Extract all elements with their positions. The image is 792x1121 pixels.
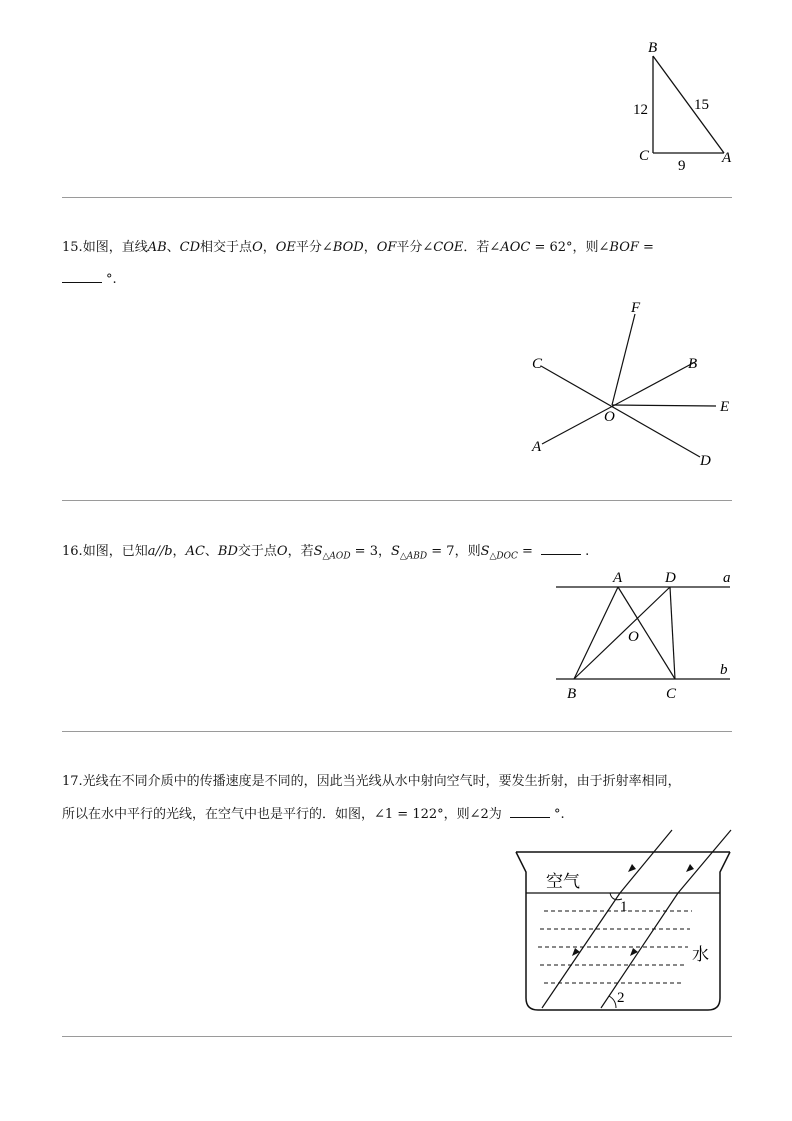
q17-label-angle1: 1 bbox=[620, 899, 628, 915]
q15-degree-tail: °. bbox=[106, 272, 117, 287]
q15-text: = bbox=[638, 240, 654, 255]
q17-water-dashes bbox=[538, 911, 692, 983]
q15-text: 如图，直线 bbox=[82, 240, 148, 255]
q17-angle2-arc bbox=[609, 996, 616, 1008]
q14-length-ca: 9 bbox=[678, 158, 686, 174]
q16-text: = bbox=[517, 544, 533, 559]
q15-label-E: E bbox=[720, 399, 730, 415]
q16-var: S bbox=[313, 544, 323, 559]
q16-var: AC bbox=[185, 544, 205, 559]
q17-question-line1: 17.光线在不同介质中的传播速度是不同的，因此当光线从水中射向空气时，要发生折射，由于折射率相同， bbox=[62, 774, 681, 789]
q15-var: OE bbox=[275, 240, 296, 255]
q16-text: ， bbox=[172, 544, 186, 559]
q17-text: 所以在水中平行的光线，在空气中也是平行的．如图，∠1 = 122°，则∠2为 bbox=[62, 807, 502, 822]
q14-label-A: A bbox=[722, 150, 732, 166]
q16-var: O bbox=[276, 544, 288, 559]
q16-subscript: △ABD bbox=[399, 551, 428, 562]
q15-var: BOD bbox=[332, 240, 364, 255]
q16-text: = 7，则 bbox=[427, 544, 481, 559]
q16-label-a: a bbox=[723, 570, 731, 586]
q14-label-C: C bbox=[639, 148, 650, 164]
q14-label-B: B bbox=[648, 40, 658, 56]
q14-triangle bbox=[653, 56, 724, 153]
q15-var: AB bbox=[147, 240, 167, 255]
q16-var: S bbox=[390, 544, 400, 559]
q15-label-D: D bbox=[700, 453, 711, 469]
q15-answer-blank[interactable] bbox=[62, 270, 102, 283]
q15-question-text bbox=[62, 239, 654, 257]
q15-var: OF bbox=[376, 240, 397, 255]
q16-label-B: B bbox=[567, 686, 577, 702]
q15-var: O bbox=[252, 240, 263, 255]
q17-question-line2 bbox=[62, 805, 565, 824]
q15-lines bbox=[541, 314, 716, 457]
q15-var: AOC bbox=[500, 240, 531, 255]
q14-length-bc: 12 bbox=[633, 102, 648, 118]
q16-label-O: O bbox=[628, 629, 639, 645]
q16-var: S bbox=[480, 544, 490, 559]
divider bbox=[62, 1036, 732, 1037]
q15-text: 平分∠ bbox=[295, 240, 333, 255]
q15-text: 平分∠ bbox=[396, 240, 434, 255]
q15-number: 15. bbox=[62, 240, 83, 255]
q17-label-angle2: 2 bbox=[617, 990, 625, 1006]
q15-var: COE bbox=[433, 240, 464, 255]
q17-beaker-figure bbox=[506, 826, 746, 1016]
q16-label-b: b bbox=[720, 662, 728, 678]
q16-answer-blank[interactable] bbox=[541, 542, 581, 555]
q16-question-text bbox=[62, 542, 589, 566]
q16-lines bbox=[556, 587, 730, 679]
divider bbox=[62, 500, 732, 501]
q17-degree-tail: °. bbox=[553, 807, 565, 822]
q15-text: 、 bbox=[166, 240, 180, 255]
q16-label-A: A bbox=[613, 570, 623, 586]
q16-parallel-lines-figure bbox=[548, 566, 738, 706]
q15-text: ， bbox=[363, 240, 377, 255]
q17-label-air: 空气 bbox=[546, 872, 580, 891]
q15-text: ．若∠ bbox=[463, 240, 501, 255]
q17-answer-blank[interactable] bbox=[510, 805, 550, 818]
q15-text: 相交于点 bbox=[200, 240, 253, 255]
q14-triangle-figure bbox=[622, 36, 742, 176]
q16-label-D: D bbox=[665, 570, 676, 586]
q16-text: 如图，已知 bbox=[82, 544, 148, 559]
q15-var: BOF bbox=[609, 240, 639, 255]
q15-label-A: A bbox=[532, 439, 542, 455]
q16-text: 、 bbox=[204, 544, 218, 559]
q15-label-B: B bbox=[688, 356, 698, 372]
q14-length-ab: 15 bbox=[694, 97, 709, 113]
q16-text: 交于点 bbox=[237, 544, 277, 559]
q15-text: = 62°，则∠ bbox=[530, 240, 610, 255]
q17-light-rays bbox=[542, 830, 731, 1008]
q15-label-F: F bbox=[631, 300, 641, 316]
q15-var: CD bbox=[179, 240, 201, 255]
q15-text: ， bbox=[262, 240, 276, 255]
q17-label-water: 水 bbox=[692, 945, 709, 964]
q16-var: BD bbox=[217, 544, 238, 559]
q16-number: 16. bbox=[62, 544, 83, 559]
q16-subscript: △AOD bbox=[322, 551, 351, 562]
divider bbox=[62, 731, 732, 732]
q16-period: . bbox=[585, 544, 590, 559]
q15-answer-line bbox=[62, 270, 117, 289]
q16-text: ，若 bbox=[287, 544, 314, 559]
q16-subscript: △DOC bbox=[489, 551, 518, 562]
divider bbox=[62, 197, 732, 198]
q15-label-C: C bbox=[532, 356, 543, 372]
q15-label-O: O bbox=[604, 409, 615, 425]
q16-text: = 3， bbox=[350, 544, 391, 559]
q16-label-C: C bbox=[666, 686, 677, 702]
q15-lines-figure bbox=[522, 294, 742, 474]
q16-var: a//b bbox=[147, 544, 173, 559]
